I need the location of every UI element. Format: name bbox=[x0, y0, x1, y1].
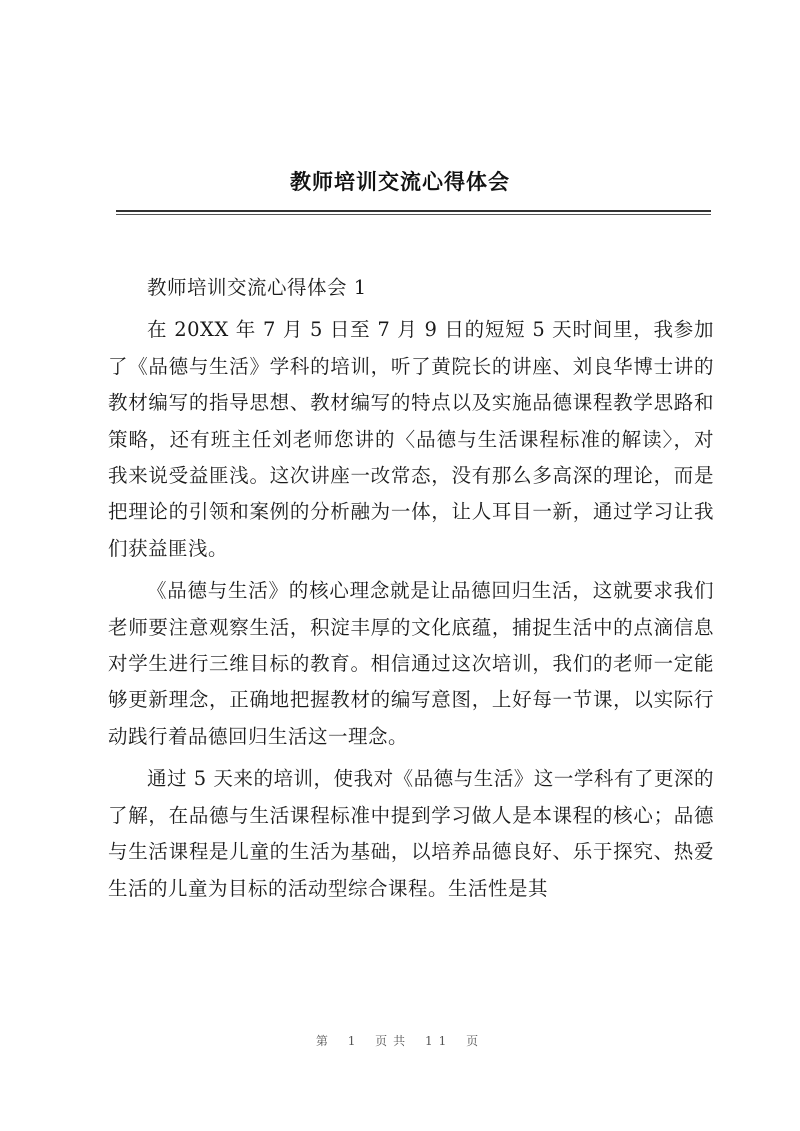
paragraph: 《品德与生活》的核心理念就是让品德回归生活，这就要求我们老师要注意观察生活，积淀丰厚的文化底蕴，捕捉生活中的点滴信息对学生进行三维目标的教育。相信通过这次培训，我们的老师一定能够更新理念，正确地把握教材的编写意图，上好每一节课，以实际行动践行着品德回归生活这一理念。 bbox=[108, 579, 714, 748]
title-underline-thin bbox=[116, 214, 711, 215]
document-title: 教师培训交流心得体会 bbox=[290, 170, 510, 194]
section-heading: 教师培训交流心得体会 1 bbox=[147, 276, 367, 299]
title-underline bbox=[116, 210, 711, 212]
footer-prefix: 第 bbox=[315, 1034, 334, 1048]
paragraph: 在 20XX 年 7 月 5 日至 7 月 9 日的短短 5 天时间里，我参加了《品德与生活》学科的培训，听了黄院长的讲座、刘良华博士讲的教材编写的指导思想、教材编写的特点以及实施品德课程教学思路和策略，还有班主任刘老师您讲的〈品德与生活课程标准的解读〉，对我来说受益匪浅。这次讲座一改常态，没有那么多高深的理论，而是把理论的引领和案例的分析融为一体，让人耳目一新，通过学习让我们获益匪浅。 bbox=[108, 318, 714, 560]
footer-total-pages: 11 bbox=[425, 1034, 453, 1048]
footer-current-page: 1 bbox=[347, 1034, 362, 1048]
paragraph: 通过 5 天来的培训，使我对《品德与生活》这一学科有了更深的了解，在品德与生活课程标准中提到学习做人是本课程的核心；品德与生活课程是儿童的生活为基础，以培养品德良好、乐于探究、热爱生活的儿童为目标的活动型综合课程。生活性是其 bbox=[108, 767, 714, 900]
footer-middle: 页共 bbox=[375, 1034, 412, 1048]
page-footer bbox=[0, 1032, 800, 1049]
footer-suffix: 页 bbox=[466, 1034, 485, 1048]
document-body bbox=[108, 270, 714, 907]
